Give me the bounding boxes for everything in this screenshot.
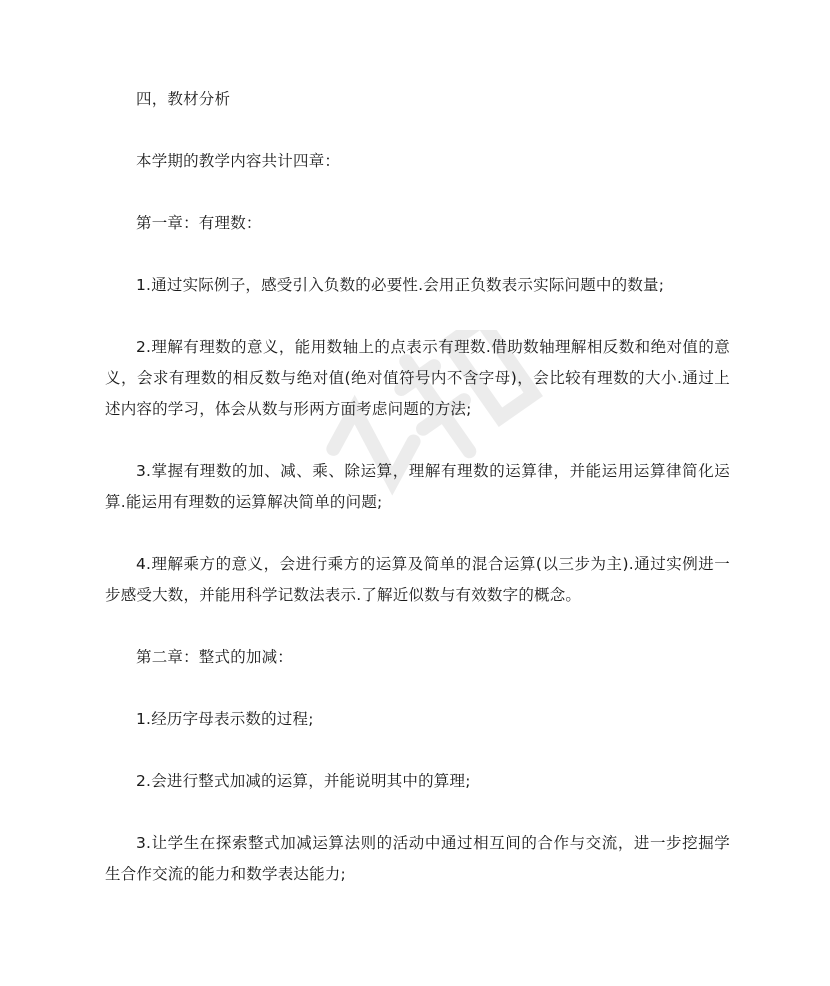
chapter-one-item-2: 2.理解有理数的意义，能用数轴上的点表示有理数.借助数轴理解相反数和绝对值的意义，会求有理数的相反数与绝对值(绝对值符号内不含字母)，会比较有理数的大小.通过上述内容的学习，体会从数与形两方面考虑问题的方法;: [105, 338, 730, 418]
section-heading: 四，教材分析: [136, 90, 231, 108]
chapter-one-item-1: 1.通过实际例子，感受引入负数的必要性.会用正负数表示实际问题中的数量;: [136, 276, 665, 294]
chapter-two-item-3: 3.让学生在探索整式加减运算法则的活动中通过相互间的合作与交流，进一步挖掘学生合作交流的能力和数学表达能力;: [105, 834, 730, 883]
chapter-two-item-1: 1.经历字母表示数的过程;: [136, 710, 314, 728]
document-body: [105, 84, 730, 890]
chapter-one-item-4: 4.理解乘方的意义，会进行乘方的运算及简单的混合运算(以三步为主).通过实例进一步感受大数，并能用科学记数法表示.了解近似数与有效数字的概念。: [105, 555, 730, 604]
intro-paragraph: 本学期的教学内容共计四章：: [136, 152, 341, 170]
chapter-one-item-3: 3.掌握有理数的加、减、乘、除运算，理解有理数的运算律，并能运用运算律简化运算.能运用有理数的运算解决简单的问题;: [105, 462, 730, 511]
chapter-two-item-2: 2.会进行整式加减的运算，并能说明其中的算理;: [136, 772, 471, 790]
chapter-two-heading: 第二章：整式的加减：: [136, 648, 294, 666]
chapter-one-heading: 第一章：有理数：: [136, 214, 262, 232]
